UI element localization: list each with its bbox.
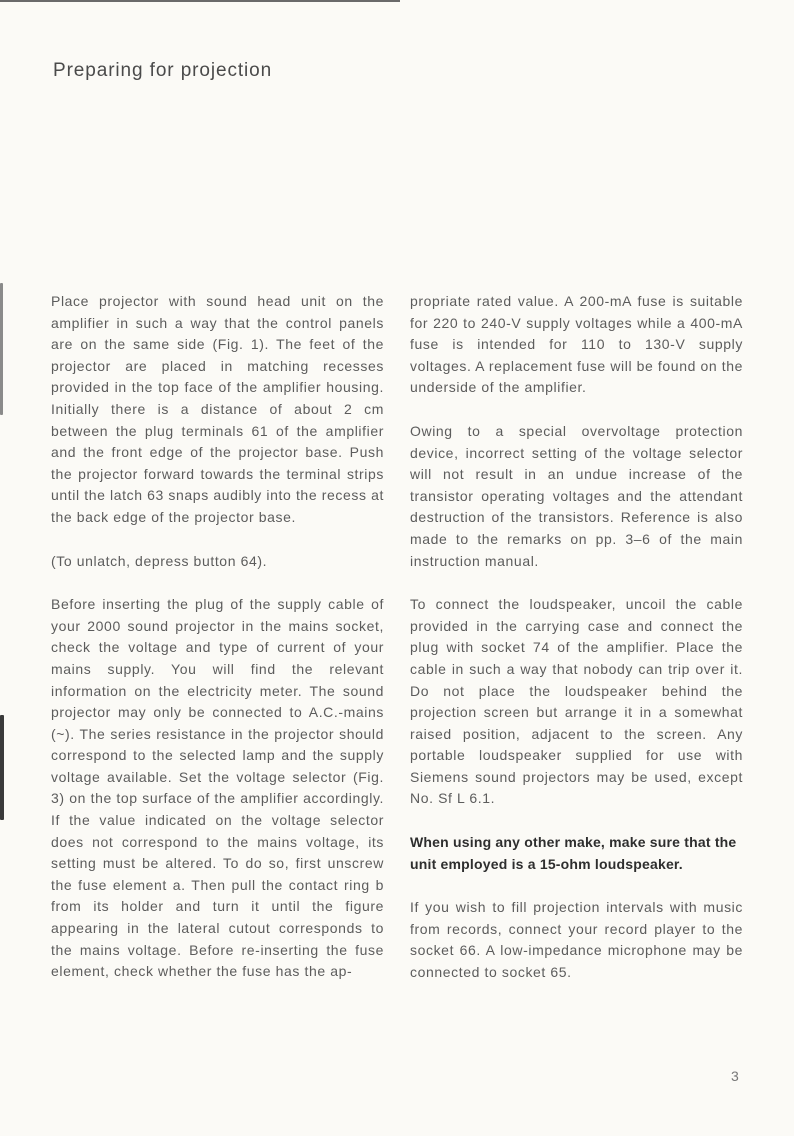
paragraph-mains-supply: Before inserting the plug of the supply cable of your 2000 sound projector in the mains socket, check the voltage and type of current of your mains supply. You will find the relevant information on the electricity meter. The sound projector may only be connected to A.C.-mains (~). The series resistance in the projector should correspond to the selected lamp and the supply voltage available. Set the voltage selector (Fig. 3) on the top surface of the amplifier accordingly. If the value indicated on the voltage selector does not correspond to the mains voltage, its setting must be altered. To do so, first unscrew the fuse element a. Then pull the contact ring b from its holder and turn it until the figure appearing in the lateral cutout corresponds to the mains voltage. Before re-inserting the fuse element, check whether the fuse has the ap-: [51, 596, 384, 980]
paragraph-overvoltage-protection: Owing to a special overvoltage protection device, incorrect setting of the voltage selector will not result in an undue increase of the transistor operating voltages and the attendant destruction of the transistors. Reference is also made to the remarks on pp. 3–6 of the main instruction manual.: [410, 422, 743, 569]
page-number: 3: [731, 1068, 740, 1084]
left-column: [51, 291, 384, 1005]
binding-mark-lower: [0, 715, 4, 820]
paragraph-record-player: If you wish to fill projection intervals with music from records, connect your record player to the socket 66. A low-impedance microphone may be connected to socket 65.: [410, 899, 743, 981]
binding-mark-upper: [0, 283, 3, 415]
loudspeaker-warning: When using any other make, make sure that the unit employed is a 15-ohm loudspeaker.: [410, 834, 737, 872]
paragraph-unlatch: (To unlatch, depress button 64).: [51, 552, 268, 569]
paragraph-loudspeaker-connection: To connect the loudspeaker, uncoil the cable provided in the carrying case and connect the plug with socket 74 of the amplifier. Place the cable in such a way that nobody can trip over it. Do not place the loudspeaker behind the projection screen but arrange it in a somewhat raised position, adjacent to the screen. Any portable loudspeaker supplied for use with Siemens sound projectors may be used, except No. Sf L 6.1.: [410, 596, 743, 807]
paragraph-projector-placement: Place projector with sound head unit on the amplifier in such a way that the control panels are on the same side (Fig. 1). The feet of the projector are placed in matching recesses provided in the top face of the amplifier housing. Initially there is a distance of about 2 cm between the plug terminals 61 of the amplifier and the front edge of the projector base. Push the projector forward towards the terminal strips until the latch 63 snaps audibly into the recess at the back edge of the projector base.: [51, 293, 384, 525]
top-rule: [0, 0, 400, 2]
right-column: [410, 291, 743, 1006]
page-title: Preparing for projection: [53, 60, 273, 81]
paragraph-fuse-rating: propriate rated value. A 200-mA fuse is suitable for 220 to 240-V supply voltages while a 400-mA fuse is intended for 110 to 130-V supply voltages. A replacement fuse will be found on the underside of the amplifier.: [410, 293, 743, 396]
